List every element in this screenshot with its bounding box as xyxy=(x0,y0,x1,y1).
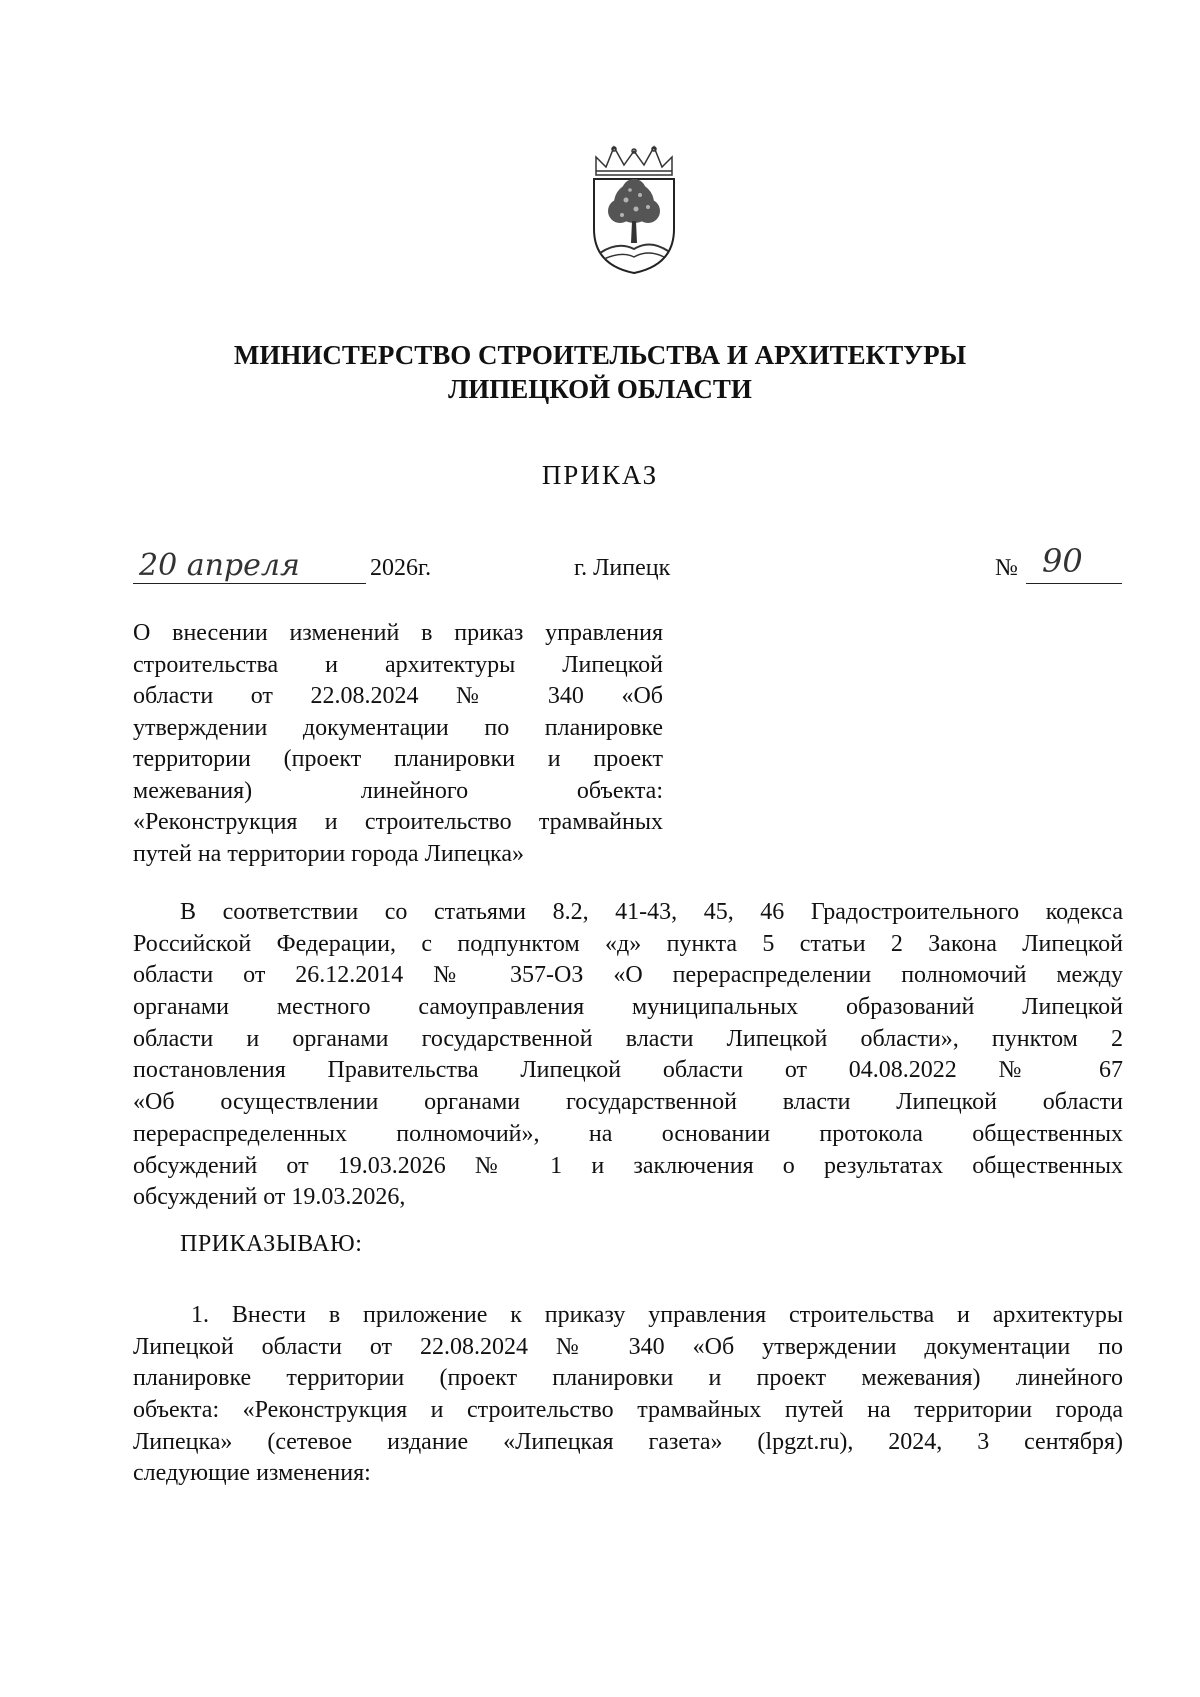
subject-line: области от 22.08.2024 № 340 «Об xyxy=(133,683,663,709)
preamble-paragraph xyxy=(133,897,1123,1214)
subject-line: межевания) линейного объекта: xyxy=(133,777,663,804)
document-city: г. Липецк xyxy=(574,555,671,581)
handwritten-date xyxy=(133,545,366,585)
subject-line: путей на территории города Липецка» xyxy=(133,840,524,867)
handwritten-number xyxy=(1032,542,1122,582)
handwritten-date-text: 20 апреля xyxy=(139,548,300,583)
preamble-line: области и органами государственной власти Липецкой области», пунктом 2 xyxy=(133,1025,1123,1052)
preamble-line: перераспределенных полномочий», на основании протокола общественных xyxy=(133,1120,1123,1147)
item-line: следующие изменения: xyxy=(133,1460,371,1487)
order-item-1 xyxy=(133,1300,1123,1490)
preamble-line: «Об осуществлении органами государственной власти Липецкой области xyxy=(133,1089,1123,1116)
ministry-title-line2: ЛИПЕЦКОЙ ОБЛАСТИ xyxy=(448,374,752,404)
subject-line: О внесении изменений в приказ управления xyxy=(133,620,663,646)
document-year: 2026г. xyxy=(370,555,432,581)
subject-line: территории (проект планировки и проект xyxy=(133,746,663,772)
preamble-line: Российской Федерации, с подпунктом «д» пункта 5 статьи 2 Закона Липецкой xyxy=(133,930,1123,957)
document-type-title: ПРИКАЗ xyxy=(541,460,659,490)
item-line: планировке территории (проект планировки и проект межевания) линейного xyxy=(133,1365,1123,1392)
date-underline xyxy=(133,583,366,584)
number-sign: № xyxy=(995,555,1018,581)
item-line: 1. Внести в приложение к приказу управления строительства и архитектуры xyxy=(191,1302,1123,1328)
ministry-title-line1: МИНИСТЕРСТВО СТРОИТЕЛЬСТВА И АРХИТЕКТУРЫ xyxy=(233,340,967,370)
preamble-line: обсуждений от 19.03.2026, xyxy=(133,1184,406,1211)
item-line: Липецкой области от 22.08.2024 № 340 «Об утверждении документации по xyxy=(133,1333,1123,1360)
subject-line: утверждении документации по планировке xyxy=(133,714,663,741)
preamble-line: органами местного самоуправления муниципальных образований Липецкой xyxy=(133,994,1123,1021)
subject-line: «Реконструкция и строительство трамвайных xyxy=(133,809,663,835)
preamble-line: постановления Правительства Липецкой области от 04.08.2022 № 67 xyxy=(133,1057,1123,1084)
document-subject xyxy=(133,618,663,870)
subject-line: строительства и архитектуры Липецкой xyxy=(133,651,663,678)
handwritten-number-text: 90 xyxy=(1042,542,1083,580)
preamble-line: области от 26.12.2014 № 357-ОЗ «О перераспределении полномочий между xyxy=(133,962,1123,989)
item-line: Липецка» (сетевое издание «Липецкая газета» (lpgzt.ru), 2024, 3 сентября) xyxy=(133,1428,1123,1455)
item-line: объекта: «Реконструкция и строительство трамвайных путей на территории города xyxy=(133,1397,1123,1424)
preamble-line: обсуждений от 19.03.2026 № 1 и заключения о результатах общественных xyxy=(133,1152,1123,1179)
order-word: ПРИКАЗЫВАЮ: xyxy=(180,1231,363,1257)
number-underline xyxy=(1026,583,1122,584)
preamble-line: В соответствии со статьями 8.2, 41-43, 45, 46 Градостроительного кодекса xyxy=(180,899,1123,925)
lipetsk-coat-of-arms-icon xyxy=(578,145,690,275)
